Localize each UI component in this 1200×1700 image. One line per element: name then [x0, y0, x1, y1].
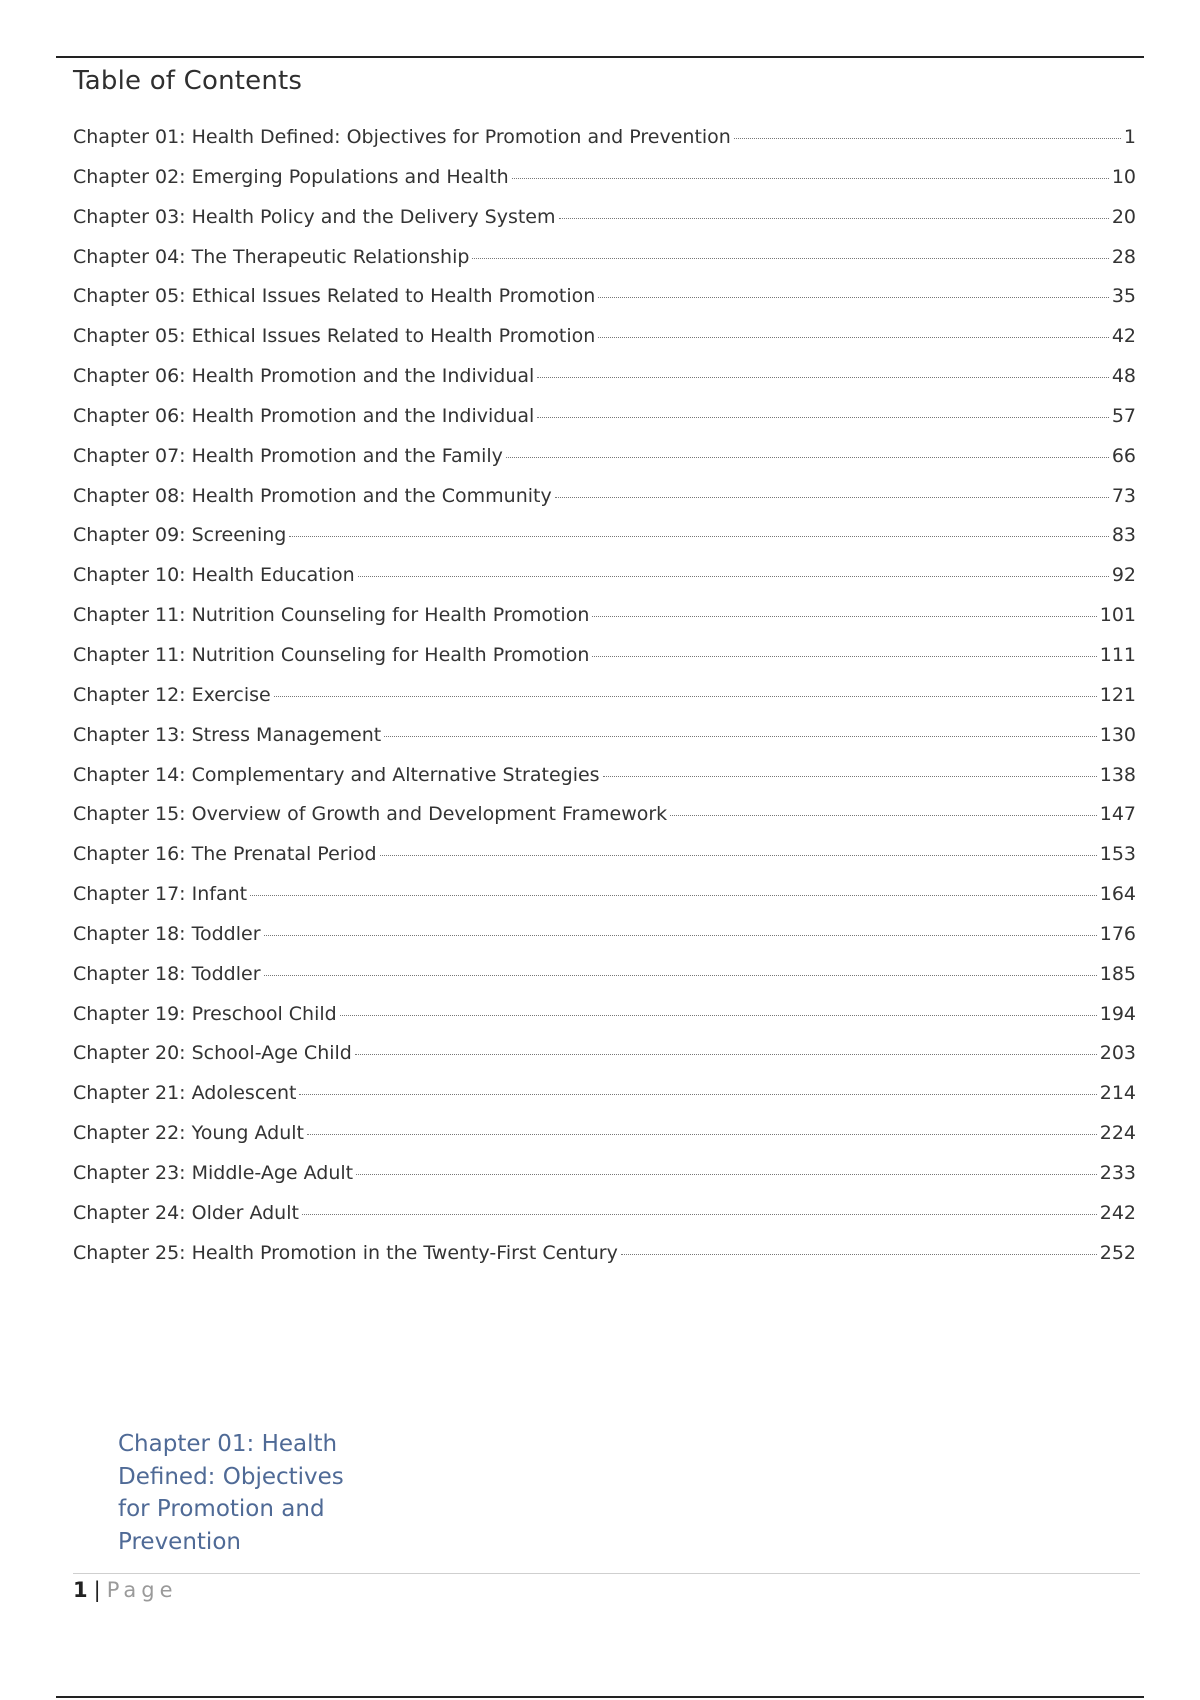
toc-dot-leader: [555, 496, 1109, 498]
toc-entry-page: 1: [1123, 126, 1136, 148]
footer-page-word: Page: [106, 1578, 178, 1602]
toc-entry-label: Chapter 09: Screening: [73, 524, 287, 547]
toc-entry[interactable]: [73, 166, 1136, 206]
toc-entry-page: 73: [1111, 484, 1136, 507]
toc-entry-page: 66: [1111, 444, 1136, 467]
toc-entry-page: 83: [1111, 524, 1136, 547]
toc-entry[interactable]: [73, 923, 1136, 963]
toc-dot-leader: [299, 1093, 1096, 1095]
toc-entry-label: Chapter 13: Stress Management: [73, 723, 382, 746]
toc-entry-label: Chapter 10: Health Education: [73, 564, 355, 587]
toc-entry[interactable]: [73, 1042, 1136, 1082]
toc-entry[interactable]: [73, 644, 1136, 684]
toc-entry[interactable]: [73, 325, 1136, 365]
toc-entry-page: 214: [1099, 1082, 1136, 1105]
toc-entry-label: Chapter 24: Older Adult: [73, 1201, 299, 1224]
toc-entry-label: Chapter 06: Health Promotion and the Individual: [73, 404, 535, 427]
toc-entry[interactable]: [73, 206, 1136, 246]
toc-entry-label: Chapter 11: Nutrition Counseling for Health Promotion: [73, 604, 590, 627]
toc-entry-page: 48: [1111, 365, 1136, 388]
toc-entry-label: Chapter 11: Nutrition Counseling for Health Promotion: [73, 643, 590, 666]
toc-entry-label: Chapter 19: Preschool Child: [73, 1002, 337, 1025]
toc-entry-page: 194: [1099, 1002, 1136, 1025]
toc-entry-page: 130: [1099, 723, 1136, 746]
toc-entry[interactable]: [73, 365, 1136, 405]
toc-dot-leader: [537, 416, 1109, 418]
toc-entry-label: Chapter 21: Adolescent: [73, 1082, 297, 1105]
toc-entry-page: 57: [1111, 404, 1136, 427]
toc-entry[interactable]: [73, 843, 1136, 883]
toc-list: [73, 126, 1136, 1281]
toc-entry[interactable]: [73, 485, 1136, 525]
toc-dot-leader: [302, 1213, 1097, 1215]
toc-entry-page: 28: [1111, 245, 1136, 268]
toc-entry[interactable]: [73, 1202, 1136, 1242]
toc-entry-label: Chapter 17: Infant: [73, 883, 248, 906]
toc-dot-leader: [598, 336, 1109, 338]
toc-entry-label: Chapter 05: Ethical Issues Related to Health Promotion: [73, 285, 596, 308]
toc-entry-page: 42: [1111, 325, 1136, 348]
toc-entry-page: 252: [1099, 1241, 1136, 1264]
toc-entry-page: 101: [1099, 604, 1136, 627]
toc-entry[interactable]: [73, 963, 1136, 1003]
toc-dot-leader: [537, 376, 1109, 378]
toc-dot-leader: [472, 257, 1108, 259]
toc-dot-leader: [250, 894, 1097, 896]
toc-dot-leader: [670, 814, 1097, 816]
toc-entry-page: 121: [1099, 683, 1136, 706]
toc-dot-leader: [356, 1173, 1097, 1175]
toc-dot-leader: [355, 1053, 1097, 1055]
toc-entry-page: 10: [1111, 165, 1136, 188]
toc-entry[interactable]: [73, 604, 1136, 644]
toc-dot-leader: [598, 296, 1109, 298]
toc-dot-leader: [264, 974, 1097, 976]
toc-entry[interactable]: [73, 803, 1136, 843]
toc-dot-leader: [592, 655, 1096, 657]
toc-entry-page: 92: [1111, 564, 1136, 587]
toc-entry-page: 176: [1099, 922, 1136, 945]
toc-entry-label: Chapter 06: Health Promotion and the Individual: [73, 365, 535, 388]
toc-entry-label: Chapter 02: Emerging Populations and Health: [73, 165, 509, 188]
toc-entry-page: 164: [1099, 883, 1136, 906]
toc-entry-label: Chapter 05: Ethical Issues Related to Health Promotion: [73, 325, 596, 348]
toc-entry[interactable]: [73, 524, 1136, 564]
toc-entry[interactable]: [73, 684, 1136, 724]
toc-entry-label: Chapter 04: The Therapeutic Relationship: [73, 245, 470, 268]
toc-entry-page: 20: [1111, 205, 1136, 228]
toc-entry-page: 153: [1099, 843, 1136, 866]
toc-dot-leader: [506, 456, 1109, 458]
toc-entry[interactable]: [73, 285, 1136, 325]
toc-entry-page: 185: [1099, 962, 1136, 985]
toc-dot-leader: [734, 137, 1121, 139]
toc-entry-page: 242: [1099, 1201, 1136, 1224]
toc-title: Table of Contents: [73, 66, 303, 96]
toc-dot-leader: [384, 735, 1097, 737]
toc-entry-label: Chapter 18: Toddler: [73, 962, 261, 985]
toc-dot-leader: [274, 695, 1097, 697]
top-rule: [56, 56, 1144, 58]
toc-entry[interactable]: [73, 246, 1136, 286]
footer-rule: [73, 1573, 1140, 1574]
toc-entry-label: Chapter 25: Health Promotion in the Twenty-First Century: [73, 1241, 618, 1264]
toc-dot-leader: [380, 854, 1097, 856]
toc-entry[interactable]: [73, 1162, 1136, 1202]
toc-dot-leader: [512, 177, 1109, 179]
toc-entry-label: Chapter 08: Health Promotion and the Community: [73, 484, 552, 507]
footer-separator: |: [93, 1578, 101, 1602]
toc-entry-label: Chapter 01: Health Defined: Objectives for Promotion and Prevention: [73, 126, 731, 148]
chapter-heading: Chapter 01: Health Defined: Objectives for Promotion and Prevention: [118, 1431, 344, 1555]
toc-entry[interactable]: [73, 764, 1136, 804]
toc-dot-leader: [603, 775, 1097, 777]
toc-dot-leader: [621, 1253, 1097, 1255]
toc-entry-label: Chapter 23: Middle-Age Adult: [73, 1161, 354, 1184]
toc-dot-leader: [264, 934, 1097, 936]
toc-entry-label: Chapter 15: Overview of Growth and Development Framework: [73, 803, 668, 826]
toc-entry-label: Chapter 03: Health Policy and the Delivery System: [73, 205, 556, 228]
toc-entry-page: 111: [1099, 643, 1136, 666]
toc-entry-page: 138: [1099, 763, 1136, 786]
toc-entry-page: 233: [1099, 1161, 1136, 1184]
toc-entry-page: 35: [1111, 285, 1136, 308]
toc-entry[interactable]: [73, 126, 1136, 166]
toc-entry[interactable]: [73, 405, 1136, 445]
page-footer: [73, 1578, 178, 1602]
toc-entry[interactable]: [73, 724, 1136, 764]
toc-dot-leader: [559, 217, 1109, 219]
toc-dot-leader: [340, 1014, 1097, 1016]
bottom-rule: [56, 1696, 1144, 1698]
toc-dot-leader: [289, 535, 1108, 537]
toc-entry-label: Chapter 20: School-Age Child: [73, 1042, 352, 1065]
toc-dot-leader: [307, 1133, 1097, 1135]
toc-entry-label: Chapter 12: Exercise: [73, 683, 271, 706]
toc-entry[interactable]: [73, 1082, 1136, 1122]
toc-entry-page: 147: [1099, 803, 1136, 826]
toc-entry-label: Chapter 18: Toddler: [73, 922, 261, 945]
toc-entry[interactable]: [73, 564, 1136, 604]
toc-entry-label: Chapter 07: Health Promotion and the Family: [73, 444, 503, 467]
footer-page-number: 1: [73, 1578, 88, 1602]
toc-entry[interactable]: [73, 1242, 1136, 1282]
toc-entry-page: 203: [1099, 1042, 1136, 1065]
toc-dot-leader: [592, 615, 1096, 617]
toc-dot-leader: [358, 575, 1109, 577]
toc-entry[interactable]: [73, 1122, 1136, 1162]
toc-entry-page: 224: [1099, 1122, 1136, 1145]
toc-entry[interactable]: [73, 445, 1136, 485]
toc-entry-label: Chapter 22: Young Adult: [73, 1122, 305, 1145]
toc-entry[interactable]: [73, 1003, 1136, 1043]
toc-entry-label: Chapter 16: The Prenatal Period: [73, 843, 377, 866]
toc-entry-label: Chapter 14: Complementary and Alternative Strategies: [73, 763, 600, 786]
toc-entry[interactable]: [73, 883, 1136, 923]
